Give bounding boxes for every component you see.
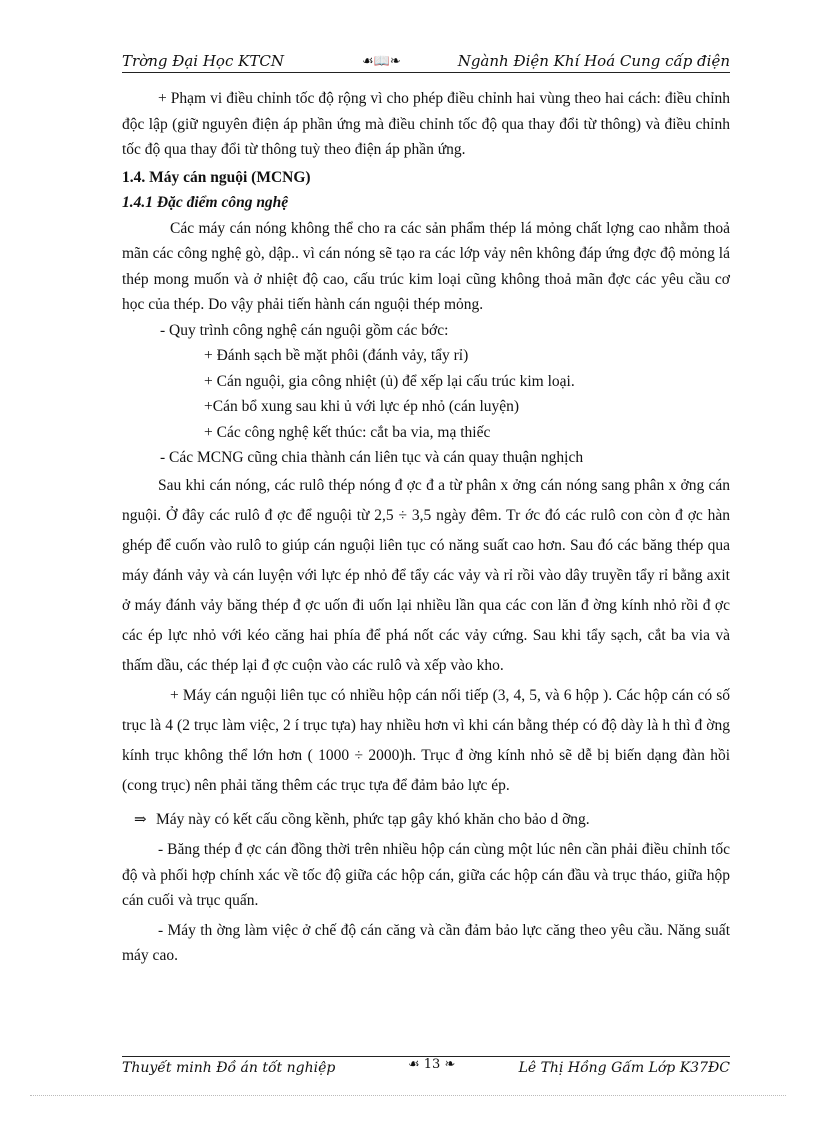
paragraph-speed-range: + Phạm vi điều chỉnh tốc độ rộng vì cho phép điều chỉnh hai vùng theo hai cách: điều chỉnh độc lập (giữ nguyên điện áp phần ứng mà điều chỉnh tốc độ qua thay đổi từ thông) và điều chỉnh tốc độ qua thay đổi từ thông tuỳ theo điện áp phần ứng. [122,90,730,158]
header-department: Ngành Điện Khí Hoá Cung cấp điện [457,52,730,70]
subsection-heading: 1.4.1 Đặc điểm công nghệ [122,194,289,211]
list-item: + Các công nghệ kết thúc: cắt ba via, mạ thiếc [204,423,491,441]
page-footer [122,1056,730,1079]
implies-arrow-icon: ⇒ [134,811,147,828]
section-heading: 1.4. Máy cán nguội (MCNG) [122,168,311,186]
header-school: Trờng Đại Học KTCN [122,52,284,70]
paragraph-speed-sync: - Băng thép đ ợc cán đồng thời trên nhiều hộp cán cùng một lúc nên cần phải điều chỉnh tốc độ và phối hợp chính xác về tốc độ giữa các hộp cán, giữa các hộp cán đầu và trục tháo, giữa hộp cán cuối và trục quấn. [122,841,730,909]
list-intro: - Quy trình công nghệ cán nguội gồm các bớc: [160,321,449,339]
footer-author: Lê Thị Hồng Gấm Lớp K37ĐC [518,1060,730,1076]
paragraph-continuous-mill: + Máy cán nguội liên tục có nhiều hộp cán nối tiếp (3, 4, 5, và 6 hộp ). Các hộp cán có số trục là 4 (2 trục làm việc, 2 í trục tựa) hay nhiều hơn vì khi cán bằng thép có độ dày là h thì đ ờng kính trục không thể lớn hơn ( 1000 ÷ 2000)h. Trục đ ờng kính nhỏ sẽ dễ bị biến dạng đàn hồi (cong trục) nên phải tăng thêm các trục tựa để đảm bảo lực ép. [122,686,730,794]
page-header [122,50,730,73]
book-ornament-icon: ☙📖❧ [362,54,401,69]
paragraph-conclusion [122,807,730,834]
conclusion-text: Máy này có kết cấu cồng kềnh, phức tạp gây khó khăn cho bảo d ỡng. [156,810,590,828]
page-body [122,86,730,969]
page-edge-divider [30,1095,786,1096]
paragraph-mcng-types: - Các MCNG cũng chia thành cán liên tục và cán quay thuận nghịch [160,449,584,466]
list-item: +Cán bổ xung sau khi ủ với lực ép nhỏ (cán luyện) [204,398,520,415]
paragraph-hot-rolling-limits: Các máy cán nóng không thể cho ra các sản phẩm thép lá mỏng chất lợng cao nhằm thoả mãn các công nghệ gò, dập.. vì cán nóng sẽ tạo ra các lớp vảy nên không đáp ứng đợc độ mỏng lá thép mong muốn và ở nhiệt độ cao, cấu trúc kim loại cũng không thoả mãn đợc các yêu cầu cơ học của thép. Do vậy phải tiến hành cán nguội thép mỏng. [122,219,730,313]
footer-title: Thuyết minh Đồ án tốt nghiệp [122,1060,336,1076]
paragraph-process: Sau khi cán nóng, các rulô thép nóng đ ợc đ a từ phân x ởng cán nóng sang phân x ởng cán nguội. Ở đây các rulô đ ợc để nguội từ 2,5 ÷ 3,5 ngày đêm. Tr ớc đó các rulô con còn đ ợc hàn ghép để cuốn vào rulô to giúp cán nguội liên tục có năng suất cao hơn. Sau đó các băng thép qua máy đánh vảy và cán luyện với lực ép nhỏ để tẩy các vảy và rỉ rồi vào dây truyền tẩy rỉ bằng axit ở máy đánh vảy băng thép đ ợc uốn đi uốn lại nhiều lần qua các con lăn đ ờng kính nhỏ rồi đ ợc các ép lực nhỏ với kéo căng hai phía để phá nốt các vảy cứng. Sau khi tẩy sạch, cắt ba via và thấm dầu, các thép lại đ ợc cuộn vào các rulô và xếp vào kho. [122,476,730,674]
page-number: ☙ 13 ❧ [408,1057,456,1072]
list-item: + Cán nguội, gia công nhiệt (ủ) để xếp lại cấu trúc kim loại. [204,372,575,390]
paragraph-tension-mode: - Máy th ờng làm việc ở chế độ cán căng và cần đảm bảo lực căng theo yêu cầu. Năng suất máy cao. [122,921,730,964]
list-item: + Đánh sạch bề mặt phôi (đánh vảy, tẩy rỉ) [204,347,469,364]
